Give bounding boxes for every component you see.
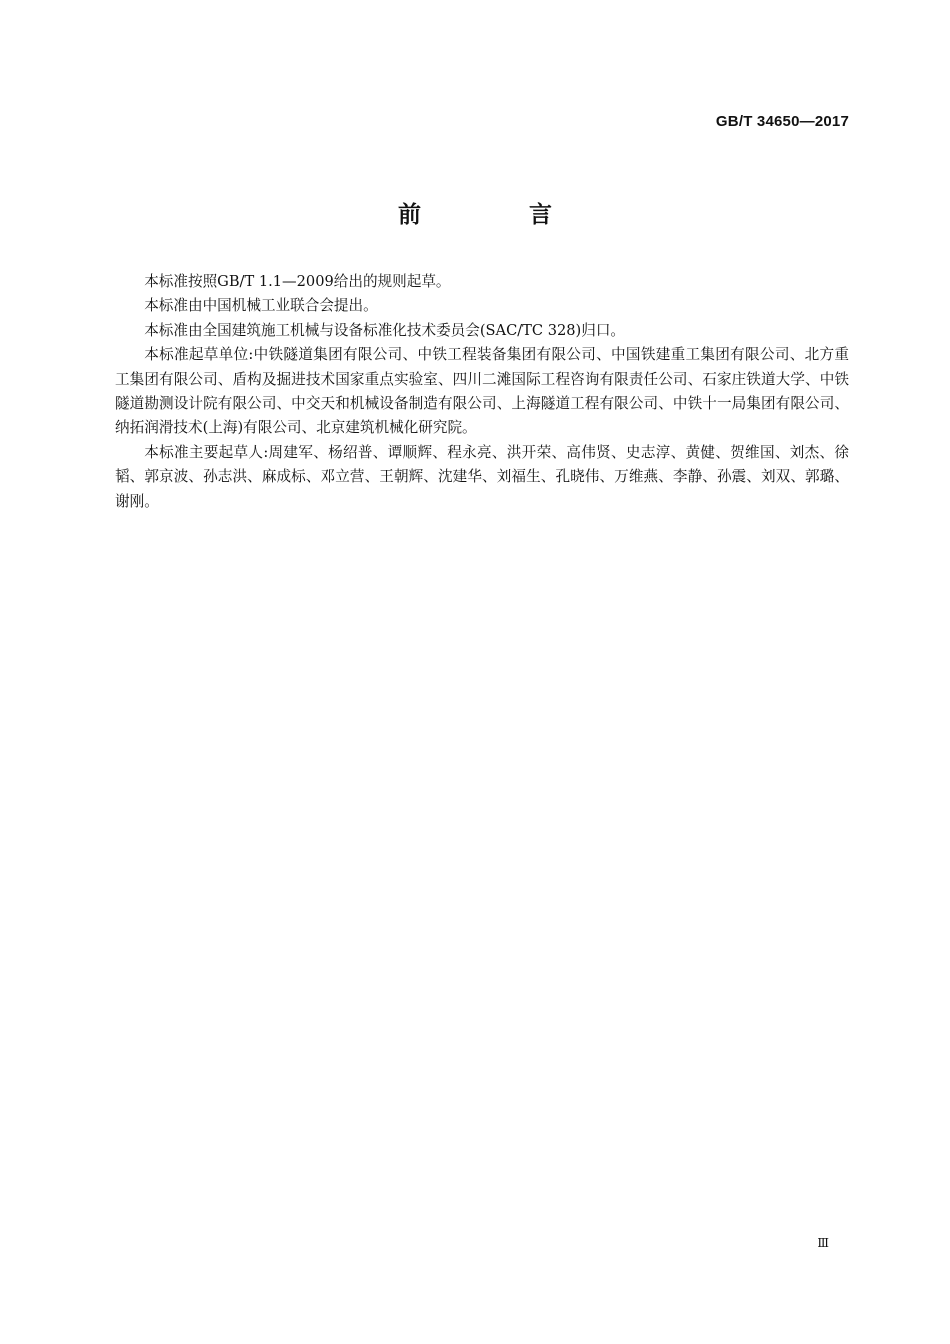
paragraph-proposer: 本标准由中国机械工业联合会提出。 bbox=[144, 297, 378, 315]
foreword-body bbox=[115, 270, 849, 514]
paragraph-technical-committee: 本标准由全国建筑施工机械与设备标准化技术委员会(SAC/TC 328)归口。 bbox=[144, 321, 626, 339]
page-title: 前 言 bbox=[397, 202, 602, 228]
paragraph-drafters: 本标准主要起草人:周建军、杨绍普、谭顺辉、程永亮、洪开荣、高伟贤、史志淳、黄健、贺维国、刘杰、徐韬、郭京波、孙志洪、麻成标、邓立营、王朝辉、沈建华、刘福生、孔晓伟、万维燕、李静、孙震、刘双、郭璐、谢刚。 bbox=[115, 443, 849, 510]
paragraph-drafting-units: 本标准起草单位:中铁隧道集团有限公司、中铁工程装备集团有限公司、中国铁建重工集团有限公司、北方重工集团有限公司、盾构及掘进技术国家重点实验室、四川二滩国际工程咨询有限责任公司、石家庄铁道大学、中铁隧道勘测设计院有限公司、中交天和机械设备制造有限公司、上海隧道工程有限公司、中铁十一局集团有限公司、纳拓润滑技术(上海)有限公司、北京建筑机械化研究院。 bbox=[115, 346, 849, 437]
page-number: Ⅲ bbox=[817, 1236, 829, 1250]
paragraph-drafting-rules: 本标准按照GB/T 1.1—2009给出的规则起草。 bbox=[144, 273, 451, 290]
standard-code: GB/T 34650—2017 bbox=[715, 113, 849, 130]
